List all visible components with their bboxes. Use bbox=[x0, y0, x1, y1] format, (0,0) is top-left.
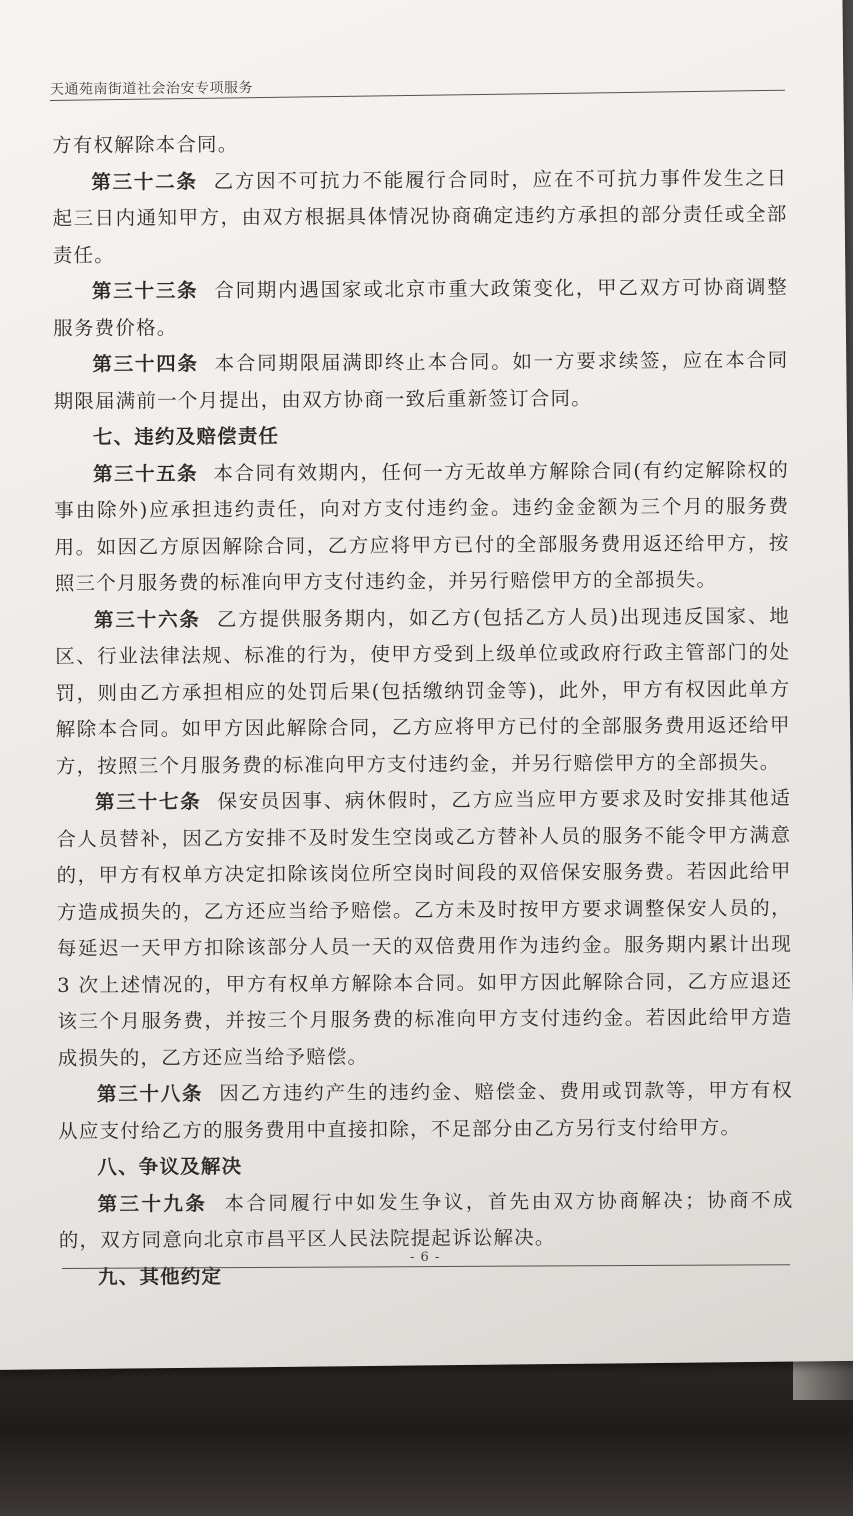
article-number: 第三十八条 bbox=[96, 1082, 204, 1106]
article-number: 第三十四条 bbox=[92, 352, 199, 376]
article-text: 本合同期限届满即终止本合同。如一方要求续签，应在本合同期限届满前一个月提出，由双方协商一致后重新签订合同。 bbox=[53, 348, 789, 413]
article-39 bbox=[58, 1182, 793, 1259]
running-header: 天通苑南街道社会治安专项服务 bbox=[49, 80, 254, 98]
article-text: 乙方因不可抗力不能履行合同时，应在不可抗力事件发生之日起三日内通知甲方，由双方根据具体情况协商确定违约方承担的部分责任或全部责任。 bbox=[52, 166, 788, 267]
article-32 bbox=[52, 160, 788, 274]
article-36 bbox=[55, 598, 791, 785]
article-text: 本合同有效期内，任何一方无故单方解除合同(有约定解除权的事由除外)应承担违约责任，向对方支付违约金。违约金金额为三个月的服务费用。如因乙方原因解除合同，乙方应将甲方已付的全部服务费用返还给甲方，按照三个月服务费的标准向甲方支付违约金，并另行赔偿甲方的全部损失。 bbox=[54, 458, 790, 595]
paragraph-continuation bbox=[52, 124, 787, 165]
article-37 bbox=[56, 780, 793, 1076]
article-text: 因乙方违约产生的违约金、赔偿金、费用或罚款等，甲方有权从应支付给乙方的服务费用中直接扣除，不足部分由乙方另行支付给甲方。 bbox=[58, 1078, 793, 1143]
article-number: 第三十三条 bbox=[91, 279, 199, 303]
article-number: 第三十二条 bbox=[91, 169, 198, 194]
section-heading-7: 七、违约及赔偿责任 bbox=[92, 424, 280, 449]
article-35 bbox=[54, 452, 790, 602]
article-text: 保安员因事、病休假时，乙方应当应甲方要求及时安排其他适合人员替补，因乙方安排不及时发生空岗或乙方替补人员的服务不能令甲方满意的，甲方有权单方决定扣除该岗位所空岗时间段的双倍保安服务费。若因此给甲方造成损失的，乙方还应当给予赔偿。乙方未及时按甲方要求调整保安人员的，每延迟一天甲方扣除该部分人员一天的双倍费用作为违约金。服务期内累计出现 3 次上述情况的，甲方有权单方解除本合同。如甲方因此解除合同，乙方应退还该三个月服务费，并按三个月服务费的标准向甲方支付违约金。若因此给甲方造成损失的，乙方还应当给予赔偿。 bbox=[56, 786, 793, 1070]
article-38 bbox=[58, 1072, 793, 1149]
article-number: 第三十五条 bbox=[93, 461, 199, 486]
section-heading-9: 九、其他约定 bbox=[97, 1264, 223, 1289]
page-number: - 6 - bbox=[410, 1250, 441, 1265]
article-34 bbox=[53, 343, 788, 420]
contract-body bbox=[52, 124, 794, 1296]
article-33 bbox=[53, 270, 788, 347]
section-heading-8: 八、争议及解决 bbox=[97, 1154, 243, 1179]
article-number: 第三十九条 bbox=[97, 1191, 208, 1216]
article-text: 本合同履行中如发生争议，首先由双方协商解决；协商不成的，双方同意向北京市昌平区人民法院提起诉讼解决。 bbox=[58, 1187, 794, 1252]
article-text: 合同期内遇国家或北京市重大政策变化，甲乙双方可协商调整服务费价格。 bbox=[53, 275, 789, 340]
desk-background bbox=[0, 1360, 853, 1516]
paragraph-text: 方有权解除本合同。 bbox=[52, 132, 239, 157]
article-number: 第三十七条 bbox=[95, 790, 202, 814]
article-number: 第三十六条 bbox=[93, 607, 201, 632]
article-text: 乙方提供服务期内，如乙方(包括乙方人员)出现违反国家、地区、行业法律法规、标准的行为，使甲方受到上级单位或政府行政主管部门的处罚，则由乙方承担相应的处罚后果(包括缴纳罚金等)，此外，甲方有权因此单方解除本合同。如甲方因此解除合同，乙方应将甲方已付的全部服务费用返还给甲方，按照三个月服务费的标准向甲方支付违约金，并另行赔偿甲方的全部损失。 bbox=[55, 604, 791, 778]
